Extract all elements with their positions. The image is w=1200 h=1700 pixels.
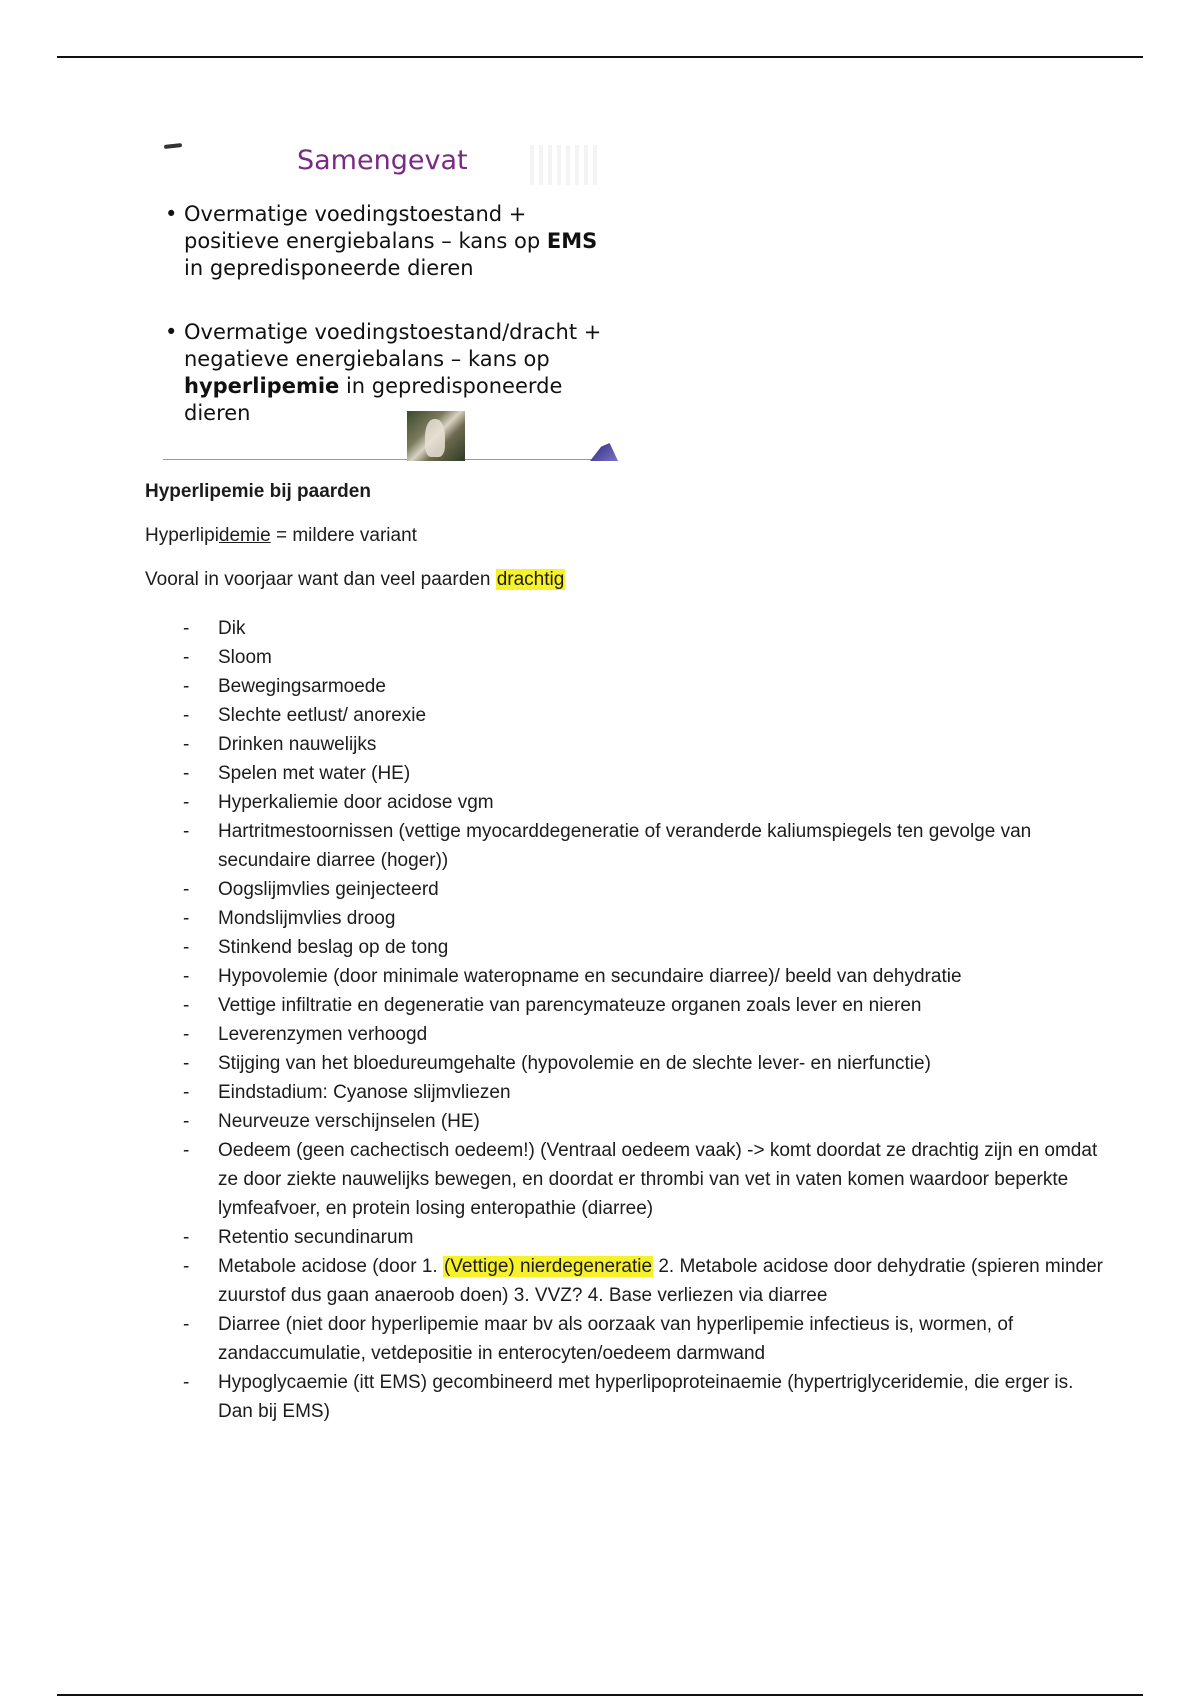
slide-title: Samengevat xyxy=(297,145,468,176)
slide-bullet-list xyxy=(164,201,614,427)
list-item: - Stinkend beslag op de tong xyxy=(145,933,1105,962)
horse-photo xyxy=(407,411,465,461)
list-item: - Bewegingsarmoede xyxy=(145,672,1105,701)
list-item: - Hyperkaliemie door acidose vgm xyxy=(145,788,1105,817)
list-item: - Eindstadium: Cyanose slijmvliezen xyxy=(145,1078,1105,1107)
highlight-nierdegeneratie: (Vettige) nierdegeneratie xyxy=(443,1256,653,1277)
list-item: - Spelen met water (HE) xyxy=(145,759,1105,788)
list-item: - Sloom xyxy=(145,643,1105,672)
list-item: - Retentio secundinarum xyxy=(145,1223,1105,1252)
list-item: - Drinken nauwelijks xyxy=(145,730,1105,759)
variant-line: Hyperlipidemie = mildere variant xyxy=(145,525,417,546)
slide-bullet-hyperlipemie: • Overmatige voedingstoestand/dracht + negatieve energiebalans – kans op hyperlipemie in gepredisponeerde dieren xyxy=(164,319,614,427)
slide-bullet-ems: • Overmatige voedingstoestand + positieve energiebalans – kans op EMS in gepredisponeerde dieren xyxy=(164,201,614,282)
list-item: - Oedeem (geen cachectisch oedeem!) (Ventraal oedeem vaak) -> komt doordat ze drachtig zijn en omdat ze door ziekte nauwelijks bewegen, en doordat er thrombi van vet in vaten komen waardoor beperkte lymfeafvoer, en protein losing enteropathie (diarree) xyxy=(145,1136,1105,1223)
slide-logo-mark xyxy=(164,143,182,149)
list-item: - Hartritmestoornissen (vettige myocarddegeneratie of veranderde kaliumspiegels ten gevolge van secundaire diarree (hoger)) xyxy=(145,817,1105,875)
list-item: - Oogslijmvlies geinjecteerd xyxy=(145,875,1105,904)
slide-corner-decoration xyxy=(590,443,618,461)
symptom-list xyxy=(145,614,1105,1426)
list-item: - Stijging van het bloedureumgehalte (hypovolemie en de slechte lever- en nierfunctie) xyxy=(145,1049,1105,1078)
list-item: - Vettige infiltratie en degeneratie van parencymateuze organen zoals lever en nieren xyxy=(145,991,1105,1020)
slide-footer-line xyxy=(163,459,603,460)
list-item: - Slechte eetlust/ anorexie xyxy=(145,701,1105,730)
list-item: - Leverenzymen verhoogd xyxy=(145,1020,1105,1049)
section-heading: Hyperlipemie bij paarden xyxy=(145,481,371,502)
list-item: - Diarree (niet door hyperlipemie maar bv als oorzaak van hyperlipemie infectieus is, wormen, of zandaccumulatie, vetdepositie in enterocyten/oedeem darmwand xyxy=(145,1310,1105,1368)
document-body xyxy=(145,480,1105,1426)
list-item: - Neurveuze verschijnselen (HE) xyxy=(145,1107,1105,1136)
list-item: - Dik xyxy=(145,614,1105,643)
list-item: - Mondslijmvlies droog xyxy=(145,904,1105,933)
header-rule xyxy=(57,56,1143,58)
season-line: Vooral in voorjaar want dan veel paarden drachtig xyxy=(145,569,565,590)
list-item: - Hypoglycaemie (itt EMS) gecombineerd met hyperlipoproteinaemie (hypertriglyceridemie, die erger is. Dan bij EMS) xyxy=(145,1368,1105,1426)
slide-watermark xyxy=(530,145,600,185)
footer-rule xyxy=(57,1694,1143,1696)
highlight-drachtig: drachtig xyxy=(496,569,565,590)
embedded-slide-image xyxy=(160,133,620,463)
list-item: - Hypovolemie (door minimale wateropname en secundaire diarree)/ beeld van dehydratie xyxy=(145,962,1105,991)
list-item-acidose: - Metabole acidose (door 1. (Vettige) nierdegeneratie 2. Metabole acidose door dehydratie (spieren minder zuurstof dus gaan anaeroob doen) 3. VVZ? 4. Base verliezen via diarree xyxy=(145,1252,1105,1310)
